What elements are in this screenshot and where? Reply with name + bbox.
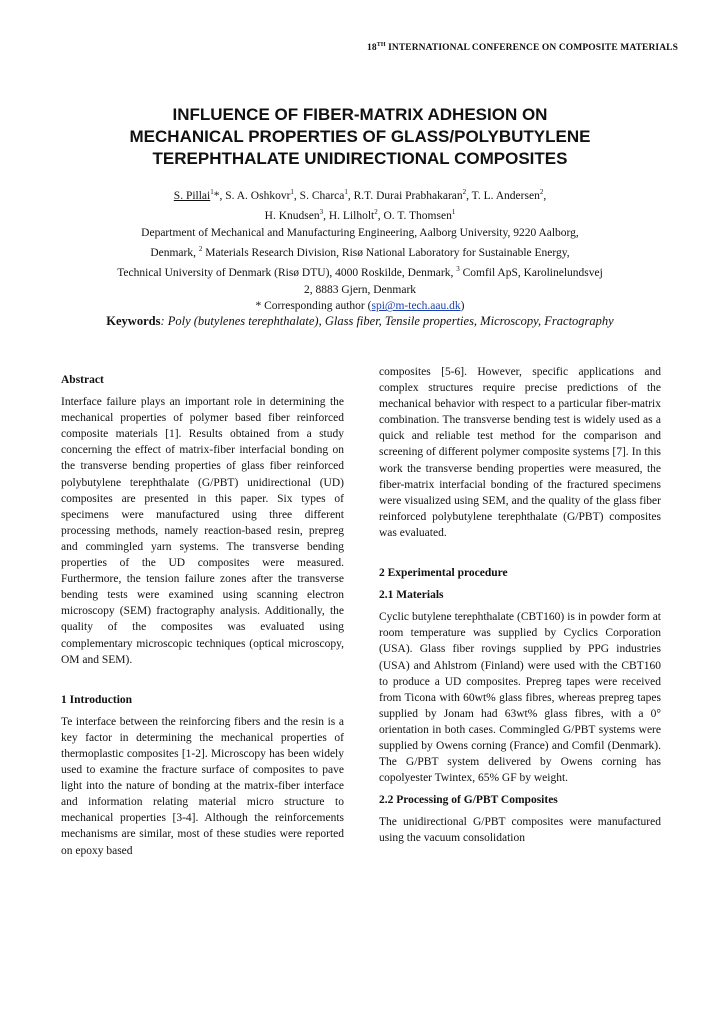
- materials-heading: 2.1 Materials: [379, 589, 444, 602]
- abstract-heading: Abstract: [61, 374, 104, 386]
- keywords-text: : Poly (butylenes terephthalate), Glass fiber, Tensile properties, Microscopy, Fractography: [160, 314, 614, 328]
- title-line-3: TEREPHTHALATE UNIDIRECTIONAL COMPOSITES: [152, 149, 568, 168]
- affil-mark: 3: [456, 265, 460, 274]
- continued-paragraph: composites [5-6]. However, specific applications and complex structures require precise predictions of the mechanical behavior with respect to a particular fiber-matrix combination. The transverse bending test is widely used as a quick and reliable test method for the comparison and screening of different polymer composite systems [7]. In this work the transverse bending properties were measured, the fiber-matrix interfacial bonding of the fractured specimens were visualized using SEM, and the quality of the glass fiber reinforced polybutylene terephthalate (G/PBT) composites was evaluated.: [379, 366, 661, 539]
- left-column: [61, 364, 344, 859]
- affil-mark: 1: [451, 208, 456, 217]
- affil-mark: 2: [539, 188, 544, 196]
- author-text: ,: [543, 189, 547, 202]
- abstract-paragraph: Interface failure plays an important role in determining the mechanical properties of polymer based fiber reinforced composite materials [1]. Results obtained from a study concerning the effect of matrix-fiber interfacial bonding on the transverse bending properties of glass fiber reinforced polybutylene terephthalate (G/PBT) unidirectional (UD) composites are presented in this paper. Six types of specimens were manufactured using three different processing methods, namely reaction-based resin, prepreg and commingled yarn systems. The transverse bending properties of the UD composites were measured. Furthermore, the tension failure zones after the transverse bending tests were examined using scanning electron microscopy (SEM) fractography analysis. Additionally, the quality of the composites was evaluated using complementary microscopic techniques (optical microscopy, OM and SEM).: [61, 396, 344, 666]
- affil-mark: 1: [344, 188, 348, 196]
- title-line-2: MECHANICAL PROPERTIES OF GLASS/POLYBUTYLENE: [129, 127, 591, 146]
- keywords-label: Keywords: [106, 314, 161, 328]
- author-text: , R.T. Durai Prabhakaran: [347, 189, 463, 202]
- affil-text: Technical University of Denmark (Risø DTU), 4000 Roskilde, Denmark,: [117, 267, 457, 280]
- header-superscript: TH: [376, 42, 386, 48]
- lead-author: S. Pillai: [173, 189, 211, 202]
- author-line-1: [40, 184, 680, 204]
- keywords: [70, 313, 650, 330]
- intro-paragraph: Te interface between the reinforcing fibers and the resin is a key factor in determining the mechanical properties of thermoplastic composites [1-2]. Microscopy has been widely used to examine the fracture surface of composites to pave light into the nature of bonding at the matrix-fiber interface and information relating material micro structure to mechanical properties [3-4]. Although the reinforcements mechanisms are similar, most of these studies were reported on epoxy based: [61, 715, 344, 857]
- right-column: [379, 364, 661, 847]
- affil-mark: 2: [374, 208, 378, 217]
- affil-mark: 2: [462, 188, 467, 196]
- affiliation-line-1: Department of Mechanical and Manufacturing Engineering, Aalborg University, 9220 Aalborg,: [141, 226, 579, 239]
- author-text: , T. L. Andersen: [466, 189, 540, 202]
- affil-text: Denmark,: [150, 246, 199, 259]
- experimental-heading: 2 Experimental procedure: [379, 567, 508, 580]
- author-block: [40, 184, 680, 315]
- header-number: 18: [367, 43, 377, 54]
- affil-mark: 2: [198, 245, 203, 254]
- corr-text: ): [460, 300, 465, 313]
- affil-mark: 1: [210, 188, 214, 196]
- affil-text: Comfil ApS, Karolinelundsvej: [459, 267, 603, 280]
- materials-paragraph: Cyclic butylene terephthalate (CBT160) is in powder form at room temperature was supplied by Cyclics Corporation (USA). Glass fiber rovings supplied by PPG industries (USA) and Ahlstrom (Finland) were used with the CBT160 to produce a UD composites. Prepreg tapes were received from Ticona with 60wt% glass fibres, whereas prepreg tapes supplied by Jonam had 63wt% glass fibres, with a 0° orientation in both cases. Commingled G/PBT systems were supplied by Owens corning (France) and Comfil (Denmark). The G/PBT system delivered by Owens corning has copolyester Twintex, 65% GF by weight.: [379, 611, 661, 785]
- author-text: *, S. A. Oshkovr: [213, 189, 291, 202]
- header-text: INTERNATIONAL CONFERENCE ON COMPOSITE MATERIALS: [385, 43, 678, 54]
- affiliation-line-2: [40, 241, 680, 261]
- processing-heading: 2.2 Processing of G/PBT Composites: [379, 794, 558, 807]
- author-text: H. Knudsen: [264, 210, 320, 223]
- title-line-1: INFLUENCE OF FIBER-MATRIX ADHESION ON: [172, 105, 548, 124]
- affil-mark: 3: [319, 208, 324, 217]
- corr-text: * Corresponding author (: [255, 300, 372, 313]
- affil-mark: 1: [290, 188, 294, 196]
- conference-header: [0, 42, 678, 53]
- author-text: , H. Lilholt: [323, 210, 375, 223]
- author-line-2: [40, 204, 680, 224]
- author-text: , S. Charca: [293, 189, 345, 202]
- corresponding-email-link[interactable]: spi@m-tech.aau.dk: [371, 300, 461, 313]
- author-text: , O. T. Thomsen: [377, 210, 452, 223]
- processing-paragraph: The unidirectional G/PBT composites were manufactured using the vacuum consolidation: [379, 816, 661, 845]
- paper-title: [60, 104, 660, 170]
- affiliation-line-4: 2, 8883 Gjern, Denmark: [303, 283, 417, 296]
- affiliation-line-3: [40, 261, 680, 281]
- affil-text: Materials Research Division, Risø National Laboratory for Sustainable Energy,: [202, 246, 570, 259]
- intro-heading: 1 Introduction: [61, 693, 133, 706]
